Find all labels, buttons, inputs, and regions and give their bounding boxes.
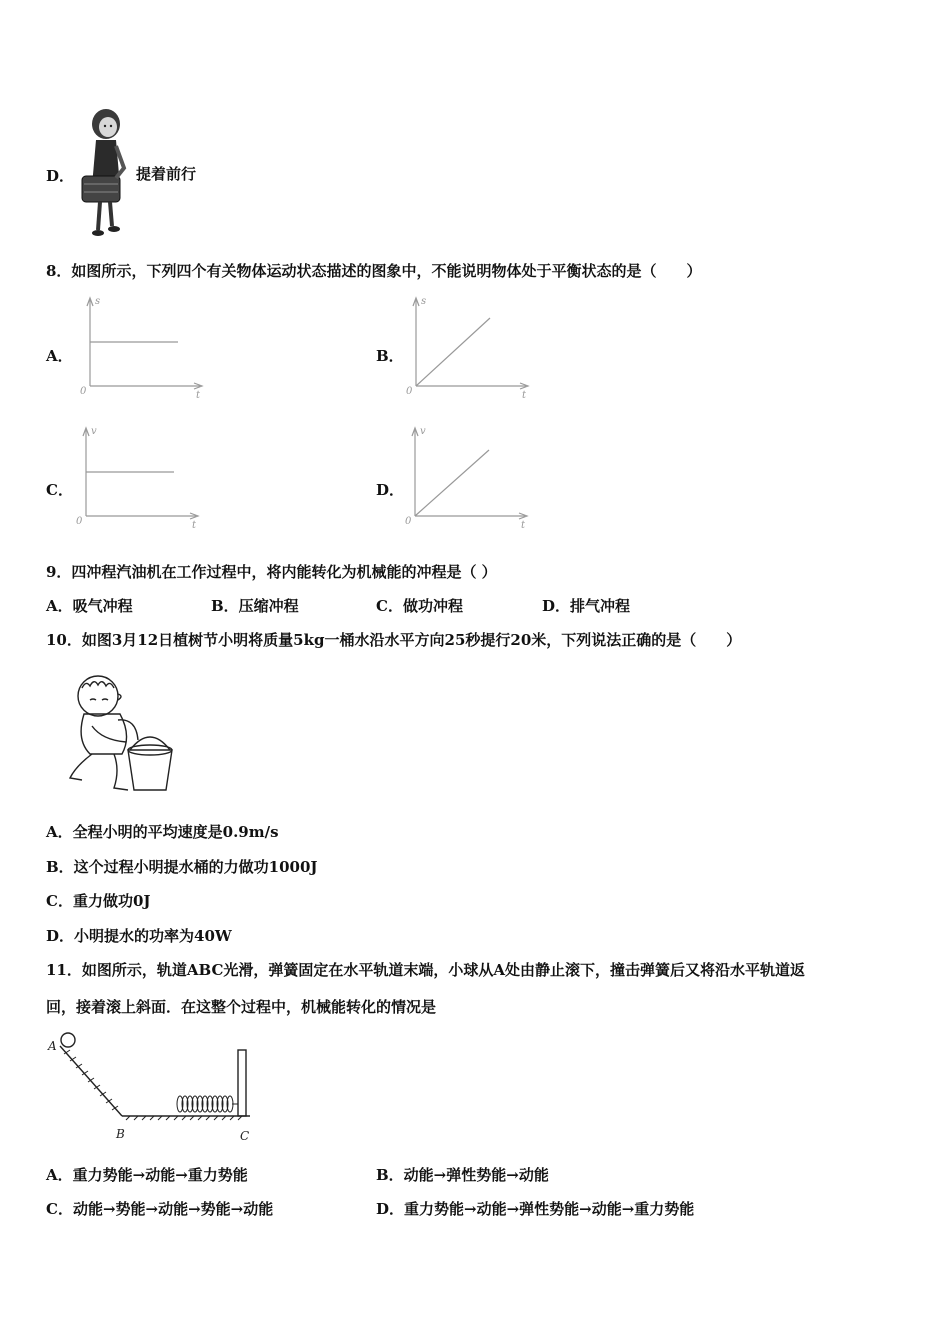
girl-carrying-bag-figure xyxy=(76,106,136,238)
ball xyxy=(61,1033,75,1047)
slope xyxy=(60,1046,122,1116)
q9-option-c: C．做功冲程 xyxy=(376,597,463,615)
origin-label: 0 xyxy=(80,386,87,397)
q8-option-a-label: A． xyxy=(46,347,73,365)
origin-label: 0 xyxy=(76,516,83,527)
origin-label: 0 xyxy=(406,386,413,397)
y-axis-label: v xyxy=(420,426,426,437)
origin-label: 0 xyxy=(405,516,412,527)
label-c: C xyxy=(240,1129,250,1143)
q10-option-a: A．全程小明的平均速度是0.9m/s xyxy=(46,823,279,841)
label-b: B xyxy=(116,1127,125,1141)
q11-option-b: B．动能→弹性势能→动能 xyxy=(376,1166,549,1184)
y-axis-label: s xyxy=(421,296,427,307)
x-axis-label: t xyxy=(196,390,201,401)
q7-option-d-caption: 提着前行 xyxy=(136,165,197,183)
y-axis-label: s xyxy=(95,296,101,307)
q9-option-b: B．压缩冲程 xyxy=(211,597,299,615)
q9-stem: 9．四冲程汽油机在工作过程中，将内能转化为机械能的冲程是（ ） xyxy=(46,563,497,581)
q11-option-c: C．动能→势能→动能→势能→动能 xyxy=(46,1200,274,1218)
q8-graph-b xyxy=(404,294,534,401)
q10-stem: 10．如图3月12日植树节小明将质量5kg一桶水沿水平方向25秒提行20米，下列说法正确的是（ ） xyxy=(46,631,742,649)
track-spring-figure xyxy=(46,1030,266,1148)
graph-line xyxy=(415,450,489,516)
q8-stem: 8．如图所示，下列四个有关物体运动状态描述的图象中，不能说明物体处于平衡状态的是（ ） xyxy=(46,262,702,280)
label-a: A xyxy=(48,1039,57,1053)
x-axis-label: t xyxy=(521,520,526,531)
q8-option-d-label: D． xyxy=(376,481,405,499)
x-axis-label: t xyxy=(192,520,197,531)
q10-option-d: D．小明提水的功率为40W xyxy=(46,927,232,945)
x-axis-label: t xyxy=(522,390,527,401)
q9-option-d: D．排气冲程 xyxy=(542,597,631,615)
q9-option-a: A．吸气冲程 xyxy=(46,597,133,615)
q11-stem-line1: 11．如图所示，轨道ABC光滑，弹簧固定在水平轨道末端，小球从A处由静止滚下，撞击弹簧后又将沿水平轨道返 xyxy=(46,961,806,979)
q8-option-c-label: C． xyxy=(46,481,73,499)
spring xyxy=(177,1096,238,1112)
q8-option-b-label: B． xyxy=(376,347,404,365)
q11-option-d: D．重力势能→动能→弹性势能→动能→重力势能 xyxy=(376,1200,695,1218)
q7-option-d-label: D． xyxy=(46,167,75,185)
boy-carrying-bucket-figure xyxy=(62,670,182,800)
wall xyxy=(238,1050,246,1116)
q11-stem-line2: 回，接着滚上斜面．在这整个过程中，机械能转化的情况是 xyxy=(46,998,437,1016)
y-axis-label: v xyxy=(91,426,97,437)
q11-option-a: A．重力势能→动能→重力势能 xyxy=(46,1166,248,1184)
q8-graph-a xyxy=(78,294,208,401)
graph-line xyxy=(416,318,490,386)
q8-graph-d xyxy=(403,424,533,531)
q8-graph-c xyxy=(74,424,204,531)
q10-option-c: C．重力做功0J xyxy=(46,892,151,910)
q10-option-b: B．这个过程小明提水桶的力做功1000J xyxy=(46,858,318,876)
